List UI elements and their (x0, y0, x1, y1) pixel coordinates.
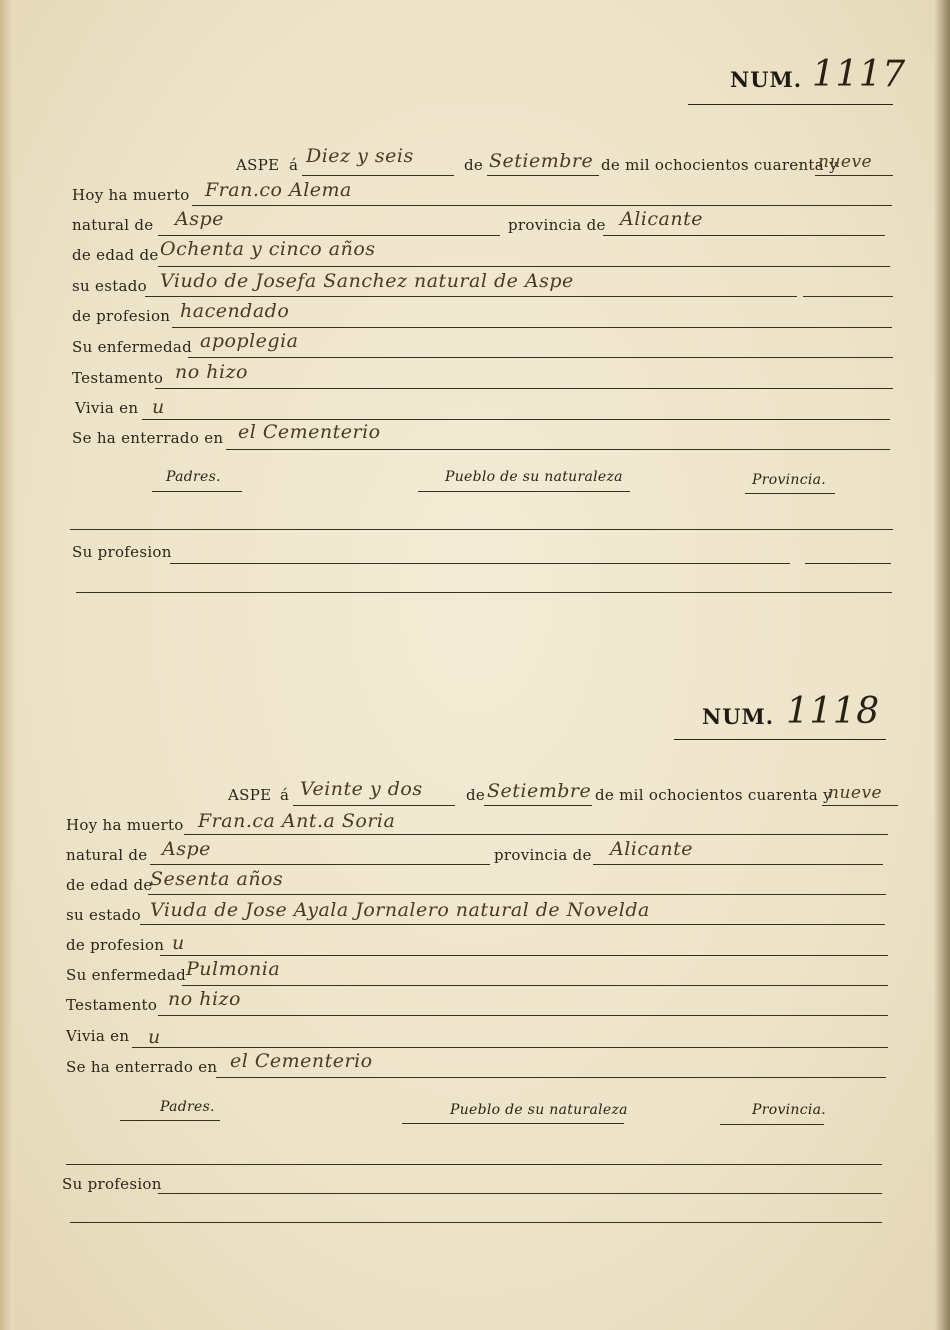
day-value: Veinte y dos (300, 778, 423, 800)
deceased-name: Fran.ca Ant.a Soria (198, 810, 396, 832)
enfermedad-label: Su enfermedad (72, 338, 192, 356)
pueblo-label: Pueblo de su naturaleza (450, 1102, 628, 1118)
enfermedad-value: Pulmonia (186, 958, 281, 980)
month-value: Setiembre (489, 150, 594, 172)
testamento-value: no hizo (175, 361, 248, 383)
pueblo-label: Pueblo de su naturaleza (445, 469, 623, 485)
year-suffix: nueve (828, 783, 883, 803)
enterrado-value: el Cementerio (230, 1050, 373, 1072)
natural-value: Aspe (175, 208, 224, 230)
estado-label: su estado (66, 906, 142, 924)
edad-label: de edad de (66, 876, 153, 894)
vivia-value: u (148, 1026, 161, 1048)
year-text: de mil ochocientos cuarenta y (595, 786, 832, 804)
enterrado-label: Se ha enterrado en (72, 429, 224, 447)
provincia2-label: Provincia. (752, 472, 827, 488)
record-number-label: NUM. (730, 67, 803, 92)
edad-label: de edad de (72, 246, 159, 264)
vivia-value: u (152, 396, 165, 418)
enterrado-value: el Cementerio (238, 421, 381, 443)
place-label: ASPE (228, 786, 272, 804)
de-label: de (466, 786, 486, 804)
de-label: de (464, 156, 484, 174)
natural-label: natural de (66, 846, 148, 864)
record-number-label: NUM. (702, 704, 775, 729)
profesion-value: u (172, 932, 185, 954)
prep-a: á (289, 156, 299, 174)
prep-a: á (280, 786, 290, 804)
enterrado-label: Se ha enterrado en (66, 1058, 218, 1076)
testamento-value: no hizo (168, 988, 241, 1010)
month-value: Setiembre (487, 780, 592, 802)
provincia-label: provincia de (494, 846, 592, 864)
edad-value: Sesenta años (150, 868, 284, 890)
page-spine-shadow (0, 0, 14, 1330)
padres-label: Padres. (166, 469, 221, 485)
provincia2-label: Provincia. (752, 1102, 827, 1118)
hoy-label: Hoy ha muerto (72, 186, 190, 204)
testamento-label: Testamento (72, 369, 164, 387)
enfermedad-value: apoplegia (200, 330, 299, 352)
estado-label: su estado (72, 277, 148, 295)
record-number-value: 1117 (812, 54, 906, 95)
deceased-name: Fran.co Alema (205, 179, 352, 201)
enfermedad-label: Su enfermedad (66, 966, 186, 984)
provincia-value: Alicante (610, 838, 693, 860)
natural-label: natural de (72, 216, 154, 234)
provincia-label: provincia de (508, 216, 606, 234)
year-suffix: nueve (818, 152, 873, 172)
record-number-value: 1118 (786, 691, 880, 732)
profesion-label: de profesion (66, 936, 165, 954)
su-profesion-label: Su profesion (62, 1175, 162, 1193)
year-text: de mil ochocientos cuarenta y (601, 156, 838, 174)
vivia-label: Vivia en (66, 1027, 130, 1045)
day-value: Diez y seis (306, 145, 414, 167)
padres-label: Padres. (160, 1099, 215, 1115)
place-label: ASPE (236, 156, 280, 174)
natural-value: Aspe (162, 838, 211, 860)
edad-value: Ochenta y cinco años (160, 238, 376, 260)
profesion-value: hacendado (180, 300, 290, 322)
vivia-label: Vivia en (75, 399, 139, 417)
provincia-value: Alicante (620, 208, 703, 230)
hoy-label: Hoy ha muerto (66, 816, 184, 834)
su-profesion-label: Su profesion (72, 543, 172, 561)
profesion-label: de profesion (72, 307, 171, 325)
testamento-label: Testamento (66, 996, 158, 1014)
page-edge-shadow (934, 0, 950, 1330)
estado-value: Viuda de Jose Ayala Jornalero natural de Novelda (150, 899, 650, 921)
estado-value: Viudo de Josefa Sanchez natural de Aspe (160, 270, 574, 292)
